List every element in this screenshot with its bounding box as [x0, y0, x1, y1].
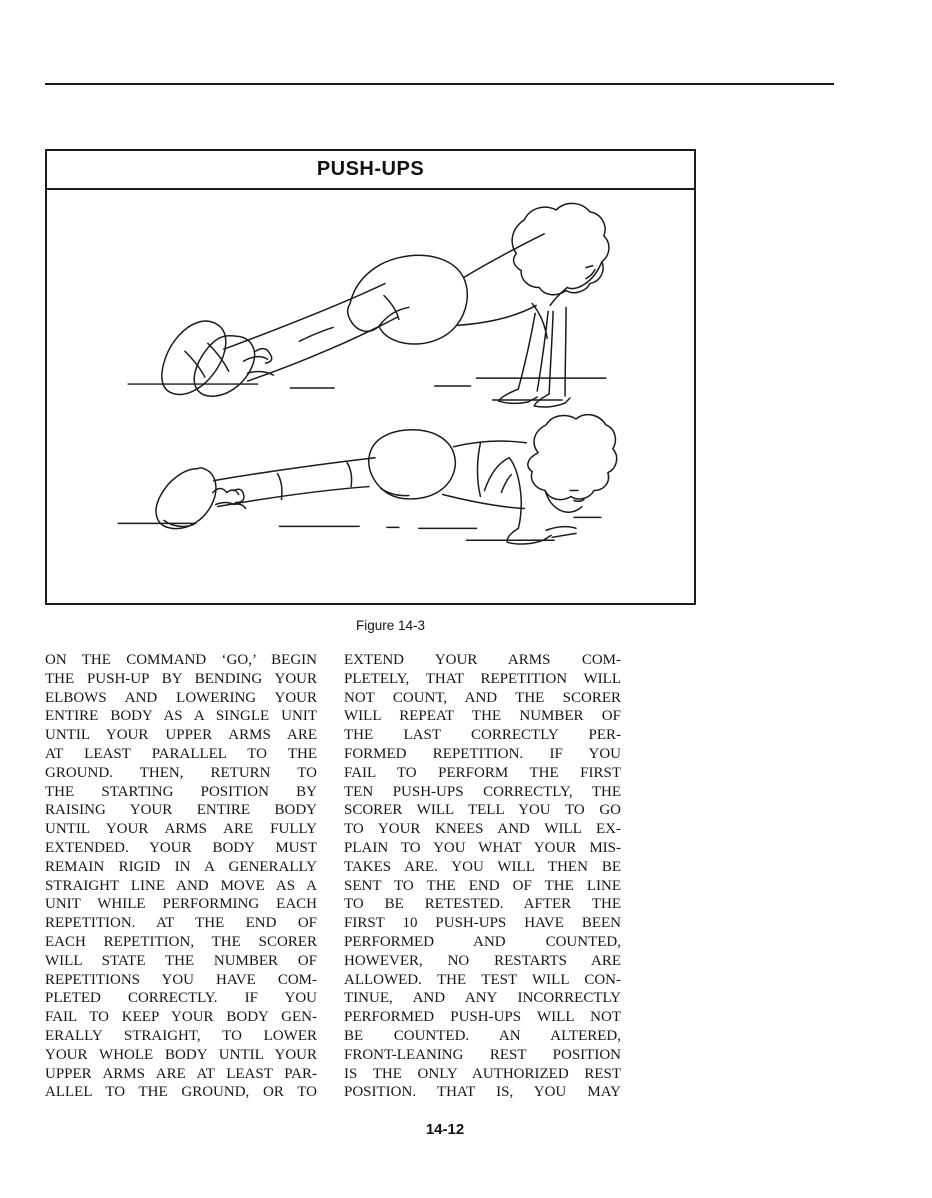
text-line: FORMED REPETITION. IF YOU — [344, 745, 621, 762]
text-line: EXTEND YOUR ARMS COM- — [344, 652, 621, 668]
figure-box — [45, 149, 696, 605]
text-line: PERFORMED PUSH-UPS WILL NOT — [344, 1009, 621, 1026]
text-line: TEN PUSH-UPS CORRECTLY, THE — [344, 783, 621, 800]
text-line: TINUE, AND ANY INCORRECTLY — [344, 990, 621, 1007]
text-line: RAISING YOUR ENTIRE BODY — [45, 802, 317, 819]
text-line: ALLOWED. THE TEST WILL CON- — [344, 971, 621, 988]
pushup-down-position-drawing — [118, 415, 616, 544]
figure-title: PUSH-UPS — [316, 158, 425, 180]
text-line: FAIL TO PERFORM THE FIRST — [344, 764, 621, 781]
text-line: BE COUNTED. AN ALTERED, — [344, 1027, 621, 1044]
text-line: PLETELY, THAT REPETITION WILL — [344, 670, 621, 687]
text-line: WILL REPEAT THE NUMBER OF — [344, 708, 621, 725]
ground-line — [128, 378, 606, 400]
header-rule — [45, 83, 834, 85]
pushup-illustration-svg — [47, 192, 694, 603]
text-line: POSITION. THAT IS, YOU MAY — [344, 1084, 621, 1101]
text-line: FIRST 10 PUSH-UPS HAVE BEEN — [344, 915, 621, 932]
text-line: NOT COUNT, AND THE SCORER — [344, 689, 621, 706]
text-line: GROUND. THEN, RETURN TO — [45, 764, 317, 781]
text-line: EXTENDED. YOUR BODY MUST — [45, 839, 317, 856]
text-line: REPETITION. AT THE END OF — [45, 915, 317, 932]
figure-title-bar — [47, 151, 694, 190]
text-line: ELBOWS AND LOWERING YOUR — [45, 689, 317, 706]
text-line: ON THE COMMAND ‘GO,’ BEGIN — [45, 652, 317, 668]
text-line: SCORER WILL TELL YOU TO GO — [344, 802, 621, 819]
text-line: PLETED CORRECTLY. IF YOU — [45, 990, 317, 1007]
text-line: AT LEAST PARALLEL TO THE — [45, 745, 317, 762]
text-line: UNTIL YOUR ARMS ARE FULLY — [45, 821, 317, 838]
text-line: THE PUSH-UP BY BENDING YOUR — [45, 670, 317, 687]
ground-line — [118, 517, 601, 540]
text-line: FAIL TO KEEP YOUR BODY GEN- — [45, 1009, 317, 1026]
text-line: SENT TO THE END OF THE LINE — [344, 877, 621, 894]
text-line: IS THE ONLY AUTHORIZED REST — [344, 1065, 621, 1082]
text-line: ENTIRE BODY AS A SINGLE UNIT — [45, 708, 317, 725]
text-line: HOWEVER, NO RESTARTS ARE — [344, 952, 621, 969]
text-line: FRONT-LEANING REST POSITION — [344, 1046, 621, 1063]
text-line: TAKES ARE. YOU WILL THEN BE — [344, 858, 621, 875]
text-line: REMAIN RIGID IN A GENERALLY — [45, 858, 317, 875]
text-line: UNTIL YOUR UPPER ARMS ARE — [45, 727, 317, 744]
text-line: YOUR WHOLE BODY UNTIL YOUR — [45, 1046, 317, 1063]
text-line: PERFORMED AND COUNTED, — [344, 933, 621, 950]
text-line: UNIT WHILE PERFORMING EACH — [45, 896, 317, 913]
text-line: REPETITIONS YOU HAVE COM- — [45, 971, 317, 988]
pushup-up-position-drawing — [128, 203, 609, 407]
text-line: TO YOUR KNEES AND WILL EX- — [344, 821, 621, 838]
text-line: EACH REPETITION, THE SCORER — [45, 933, 317, 950]
body-text-left-column — [45, 651, 317, 1102]
text-line: THE STARTING POSITION BY — [45, 783, 317, 800]
text-line: UPPER ARMS ARE AT LEAST PAR- — [45, 1065, 317, 1082]
text-line: WILL STATE THE NUMBER OF — [45, 952, 317, 969]
page-number: 14-12 — [425, 1121, 465, 1138]
text-line: PLAIN TO YOU WHAT YOUR MIS- — [344, 839, 621, 856]
body-text-right-column — [344, 651, 621, 1102]
text-line: TO BE RETESTED. AFTER THE — [344, 896, 621, 913]
text-line: ERALLY STRAIGHT, TO LOWER — [45, 1027, 317, 1044]
pushup-illustration — [47, 192, 694, 603]
text-line: STRAIGHT LINE AND MOVE AS A — [45, 877, 317, 894]
text-line: THE LAST CORRECTLY PER- — [344, 727, 621, 744]
text-line: ALLEL TO THE GROUND, OR TO — [45, 1084, 317, 1101]
figure-caption: Figure 14-3 — [355, 618, 426, 633]
